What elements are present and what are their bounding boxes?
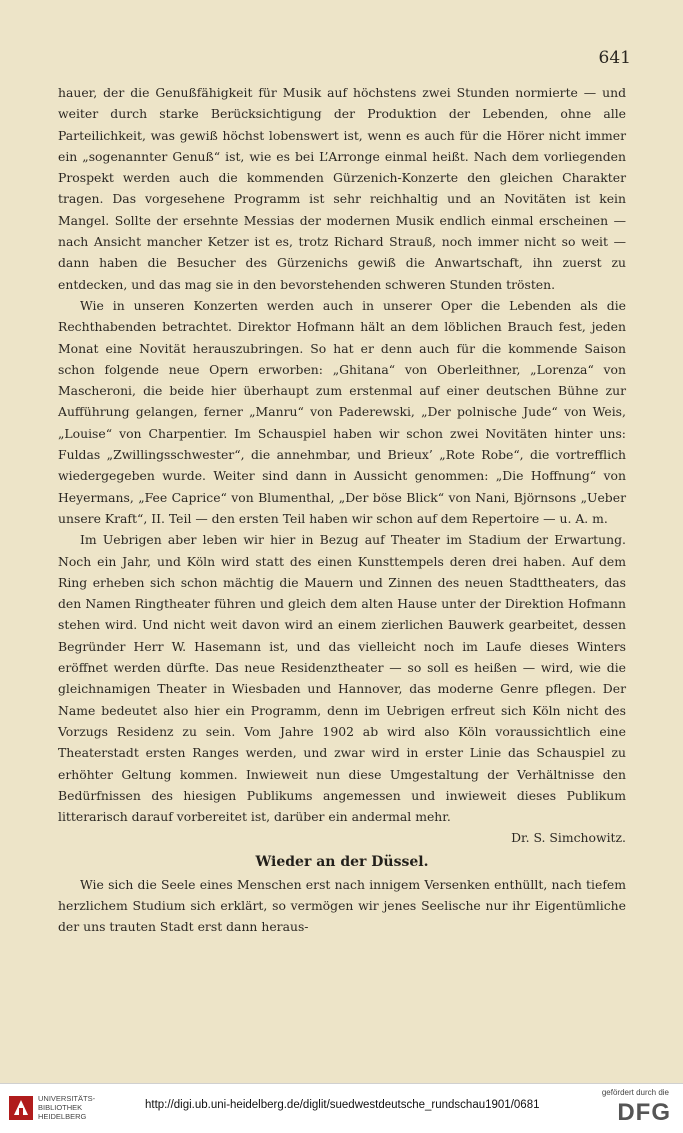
paragraph-4: Wie sich die Seele eines Menschen erst nach innigem Versenken enthüllt, nach tiefem herzlichem Studium sich erklärt, so vermögen wir jenes Seelische nur ihr Eigentümliche der uns trauten Stadt erst dann heraus- [58, 876, 626, 935]
section-heading: Wieder an der Düssel. [255, 853, 429, 870]
funding-caption: gefördert durch die [601, 1088, 669, 1097]
library-name: UNIVERSITÄTS- BIBLIOTHEK HEIDELBERG [38, 1094, 96, 1121]
dfg-logo[interactable]: DFG [617, 1099, 671, 1126]
paragraph-1: hauer, der die Genußfähigkeit für Musik auf höchstens zwei Stunden normierte — und weiter durch starke Berücksichtigung der Produktion der Lebenden, ohne alle Parteilichkeit, was gewiß höchst lobenswert ist, wenn es auch für die Hörer nicht immer ein „sogenannter Genuß“ ist, wie es bei L’Arronge einmal heißt. Nach dem vorliegenden Prospekt werden auch die kommenden Gürzenich-Konzerte den gleichen Charakter tragen. Das vorgesehene Programm ist sehr reichhaltig und an Novitäten ist kein Mangel. Sollte der ersehnte Messias der modernen Musik endlich einmal erscheinen — nach Ansicht mancher Ketzer ist es, trotz Richard Strauß, noch immer nicht so weit — dann haben die Besucher des Gürzenichs gewiß die Anwartschaft, ihn zuerst zu entdecken, und das mag sie in den bevorstehenden schweren Stunden trösten. [58, 85, 626, 292]
author-signature: Dr. S. Simchowitz. [511, 830, 626, 846]
paragraph-3: Im Uebrigen aber leben wir hier in Bezug auf Theater im Stadium der Erwartung. Noch ein Jahr, und Köln wird statt des einen Kunsttempels deren drei haben. Auf dem Ring erheben sich schon mächtig die Mauern und Zinnen des neuen Stadttheaters, das den Namen Ringtheater führen und gleich dem alten Hause unter der Direktion Hofmann stehen wird. Und nicht weit davon wird an einem zierlichen Bauwerk gearbeitet, dessen Begründer Herr W. Hasemann ist, und das vielleicht noch im Laufe dieses Winters eröffnet werden dürfte. Das neue Residenztheater — so soll es heißen — wird, wie die gleichnamigen Theater in Wiesbaden und Hannover, das moderne Genre pflegen. Der Name bedeutet also hier ein Programm, denn im Uebrigen erfreut sich Köln nicht des Vorzugs Residenz zu sein. Vom Jahre 1902 ab wird also Köln voraussichtlich eine Theaterstadt ersten Ranges werden, und zwar wird in erster Linie das Schauspiel zu erhöhter Geltung kommen. Inwieweit nun diese Umgestaltung der Verhältnisse den Bedürfnissen des hiesigen Publikums angemessen und inwieweit dieses Publikum litterarisch darauf vorbereitet ist, darüber ein andermal mehr. [58, 532, 626, 825]
permalink-url[interactable]: http://digi.ub.uni-heidelberg.de/diglit/suedwestdeutsche_rundschau1901/0681 [145, 1099, 540, 1111]
article-body [58, 82, 626, 938]
library-logo[interactable] [8, 1091, 128, 1127]
paragraph-2: Wie in unseren Konzerten werden auch in unserer Oper die Lebenden als die Rechthabenden betrachtet. Direktor Hofmann hält an dem löblichen Brauch fest, jeden Monat eine Novität herauszubringen. So hat er denn auch für die kommende Saison schon folgende neue Opern erworben: „Ghitana“ von Oberleithner, „Lorenza“ von Mascheroni, die beide hier überhaupt zum erstenmal auf einer deutschen Bühne zur Aufführung gelangen, ferner „Manru“ von Paderewski, „Der polnische Jude“ von Weis, „Louise“ von Charpentier. Im Schauspiel haben wir schon zwei Novitäten hinter uns: Fuldas „Zwillingsschwester“, die annehmbar, und Brieux’ „Rote Robe“, die vortrefflich wiedergegeben wurde. Weiter sind dann in Aussicht genommen: „Die Hoffnung“ von Heyermans, „Fee Caprice“ von Blumenthal, „Der böse Blick“ von Nani, Björnsons „Ueber unsere Kraft“, II. Teil — den ersten Teil haben wir schon auf dem Repertoire — u. A. m. [58, 297, 626, 526]
page-number: 641 [598, 48, 631, 68]
viewer-footer [0, 1083, 683, 1133]
library-seal-icon [8, 1095, 34, 1121]
